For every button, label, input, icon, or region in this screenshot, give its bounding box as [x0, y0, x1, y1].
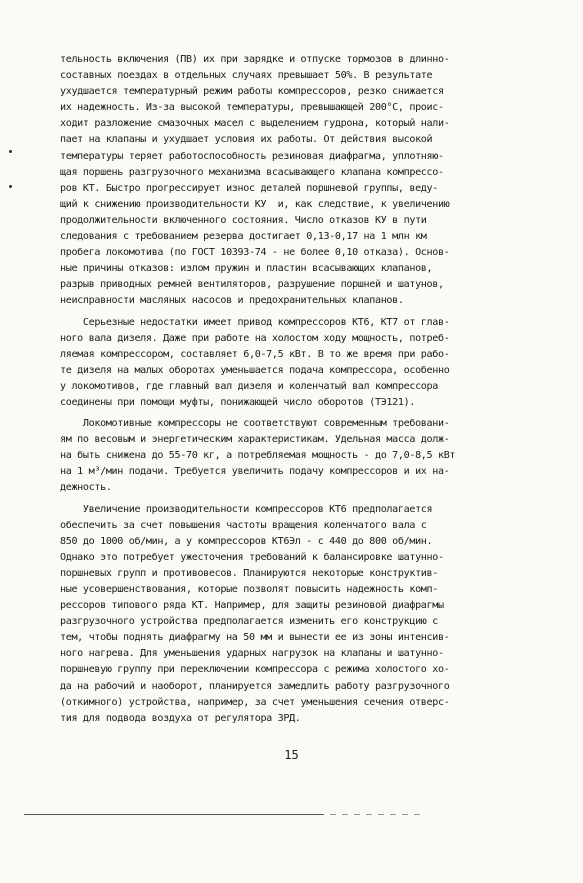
text-line: обеспечить за счет повышения частоты вращения коленчатого вала с — [60, 519, 427, 531]
text-line: ные причины отказов: излом пружин и пластин всасывающих клапанов, — [60, 263, 433, 275]
text-line: те дизеля на малых оборотах уменьшается подача компрессора, особенно — [60, 364, 450, 376]
text-line: следования с требованием резерва достигает 0,13-0,17 на 1 млн км — [60, 231, 427, 243]
text-line: тия для подвода воздуха от регулятора ЗРД. — [60, 712, 301, 724]
text-line: ухудшается температурный режим работы компрессоров, резко снижается — [60, 86, 444, 98]
margin-speck-2 — [9, 185, 12, 188]
text-line: ров КТ. Быстро прогрессирует износ деталей поршневой группы, веду- — [60, 182, 438, 194]
text-line: (откимного) устройства, например, за счет уменьшения сечения отверс- — [60, 696, 450, 708]
text-line: дежность. — [60, 482, 112, 494]
text-line: поршневую группу при переключении компрессора с режима холостого хо- — [60, 664, 450, 676]
text-line: разрыв приводных ремней вентиляторов, разрушение поршней и шатунов, — [60, 279, 444, 291]
footer-rule-faint — [330, 814, 420, 815]
text-line: разгрузочного устройства предполагается изменить его конструкцию с — [60, 616, 438, 628]
text-line: ляемая компрессором, составляет 6,0-7,5 кВт. В то же время при рабо- — [60, 348, 450, 360]
text-line: ного вала дизеля. Даже при работе на холостом ходу мощность, потреб- — [60, 332, 450, 344]
text-line: ные усовершенствования, которые позволят повысить надежность комп- — [60, 584, 438, 595]
text-line: соединены при помощи муфты, понижающей число оборотов (ТЭ121). — [60, 396, 416, 408]
text-line: составных поездах в отдельных случаях превышает 50%. В результате — [60, 70, 433, 82]
text-line: неисправности масляных насосов и предохранительных клапанов. — [60, 295, 404, 307]
text-line: пробега локомотива (по ГОСТ 10393-74 - не более 0,10 отказа). Основ- — [60, 247, 450, 259]
text-line: на 1 м³/мин подачи. Требуется увеличить подачу компрессоров и их на- — [60, 466, 450, 478]
text-line: на быть снижена до 55-70 кг, а потребляемая мощность - до 7,0-8,5 кВт — [60, 450, 456, 462]
text-line: их надежность. Из-за высокой температуры, превышающей 200°С, проис- — [60, 102, 444, 114]
page-number: 15 — [284, 748, 299, 762]
footer-rule — [24, 814, 324, 815]
text-line: Увеличение производительности компрессоров КТ6 предполагается — [60, 503, 433, 515]
page-body — [60, 52, 530, 727]
text-line: поршневых групп и противовесов. Планируются некоторые конструктив- — [60, 567, 438, 579]
margin-speck-1 — [9, 150, 12, 153]
text-line: рессоров типового ряда КТ. Например, для защиты резиновой диафрагмы — [60, 600, 444, 612]
text-line: ходит разложение смазочных масел с выделением гудрона, который нали- — [60, 118, 450, 130]
paragraph-3 — [60, 416, 530, 496]
paragraph-4 — [60, 502, 530, 727]
text-line: щая поршень разгрузочного механизма всасывающего клапана компрессо- — [60, 166, 444, 178]
text-line: тем, чтобы поднять диафрагму на 50 мм и вынести ее из зоны интенсив- — [60, 632, 450, 644]
text-line: Серьезные недостатки имеет привод компрессоров КТ6, КТ7 от глав- — [60, 316, 450, 328]
text-line: ям по весовым и энергетическим характеристикам. Удельная масса долж- — [60, 434, 450, 446]
text-line: пает на клапаны и ухудшает условия их работы. От действия высокой — [60, 134, 433, 146]
text-line: продолжительности включенного состояния. Число отказов КУ в пути — [60, 214, 427, 226]
text-line: да на рабочий и наоборот, планируется замедлить работу разгрузочного — [60, 680, 450, 692]
text-line: Локомотивные компрессоры не соответствуют современным требовани- — [60, 418, 450, 430]
text-line: у локомотивов, где главный вал дизеля и коленчатый вал компрессора — [60, 380, 438, 392]
text-line: Однако это потребует ужесточения требований к балансировке шатунно- — [60, 551, 444, 563]
text-line: щий к снижению производительности КУ и, как следствие, к увеличению — [60, 198, 450, 210]
text-line: тельность включения (ПВ) их при зарядке и отпуске тормозов в длинно- — [60, 54, 450, 65]
paragraph-1 — [60, 52, 530, 310]
paragraph-2 — [60, 315, 530, 412]
text-line: 850 до 1000 об/мин, а у компрессоров КТ6Эл - с 440 до 800 об/мин. — [60, 535, 433, 547]
text-line: ного нагрева. Для уменьшения ударных нагрузок на клапаны и шатунно- — [60, 648, 444, 660]
text-line: температуры теряет работоспособность резиновая диафрагма, уплотняю- — [60, 150, 444, 162]
